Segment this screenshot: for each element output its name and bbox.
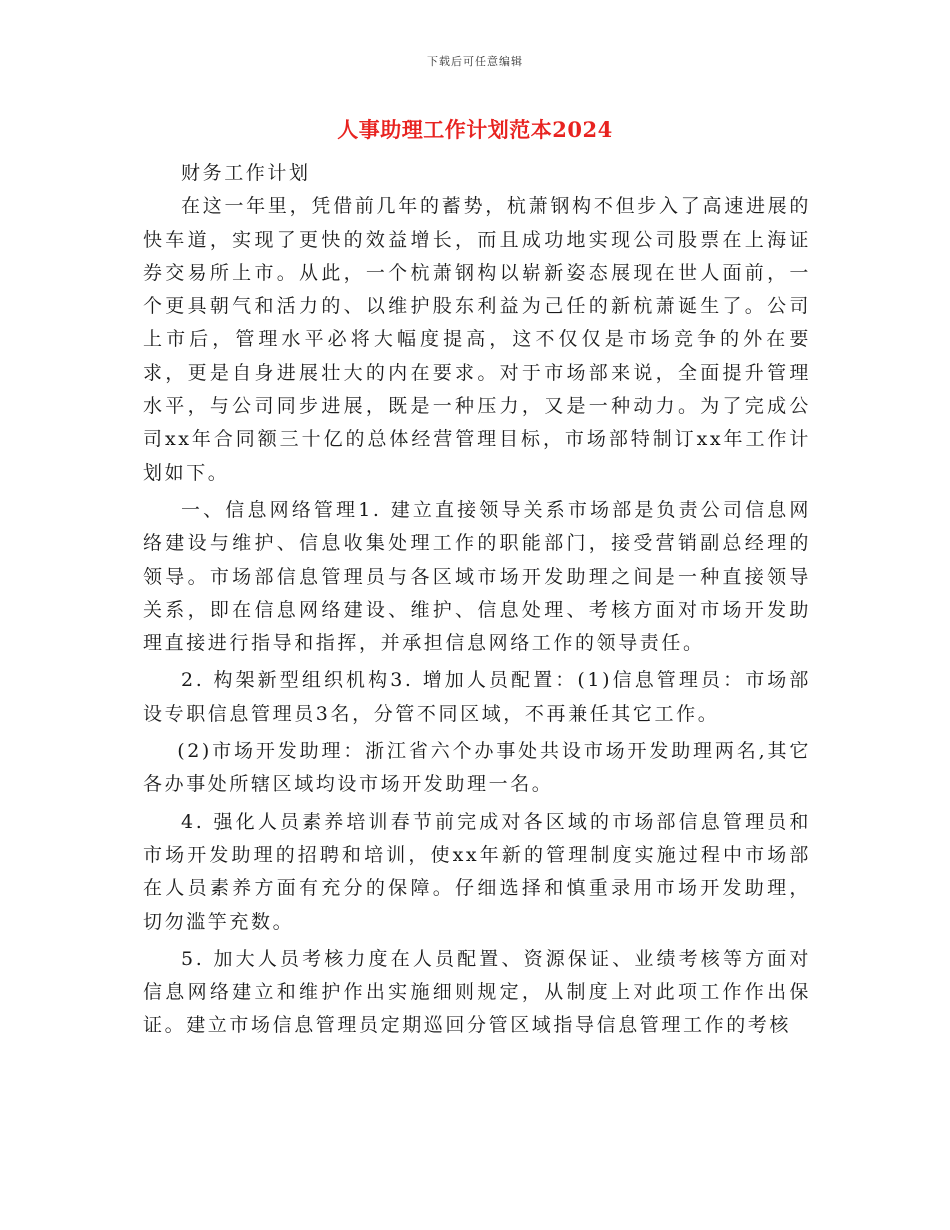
document-title: 人事助理工作计划范本2024 <box>337 117 613 142</box>
section-label: 财务工作计划 <box>181 162 311 184</box>
paragraph-market-assistant: (2)市场开发助理：浙江省六个办事处共设市场开发助理两名,其它各办事处所辖区域均设市场开发助理一名。 <box>143 740 811 796</box>
page-header-note: 下载后可任意编辑 <box>427 55 523 68</box>
paragraph-training: 4. 强化人员素养培训春节前完成对各区域的市场部信息管理员和市场开发助理的招聘和培训，使xx年新的管理制度实施过程中市场部在人员素养方面有充分的保障。仔细选择和慎重录用市场开发助理，切勿滥竽充数。 <box>143 810 811 933</box>
document-body <box>143 157 811 1043</box>
paragraph-info-network: 一、信息网络管理1. 建立直接领导关系市场部是负责公司信息网络建设与维护、信息收集处理工作的职能部门，接受营销副总经理的领导。市场部信息管理员与各区域市场开发助理之间是一种直接领导关系，即在信息网络建设、维护、信息处理、考核方面对市场开发助理直接进行指导和指挥，并承担信息网络工作的领导责任。 <box>143 498 811 655</box>
paragraph-org-structure: 2. 构架新型组织机构3. 增加人员配置：(1)信息管理员：市场部设专职信息管理员3名，分管不同区域，不再兼任其它工作。 <box>143 669 811 725</box>
paragraph-intro: 在这一年里，凭借前几年的蓄势，杭萧钢构不但步入了高速进展的快车道，实现了更快的效益增长，而且成功地实现公司股票在上海证券交易所上市。从此，一个杭萧钢构以崭新姿态展现在世人面前，一个更具朝气和活力的、以维护股东利益为己任的新杭萧诞生了。公司上市后，管理水平必将大幅度提高，这不仅仅是市场竞争的外在要求，更是自身进展壮大的内在要求。对于市场部来说，全面提升管理水平，与公司同步进展，既是一种压力，又是一种动力。为了完成公司xx年合同额三十亿的总体经营管理目标，市场部特制订xx年工作计划如下。 <box>143 195 811 484</box>
paragraph-assessment: 5. 加大人员考核力度在人员配置、资源保证、业绩考核等方面对信息网络建立和维护作出实施细则规定，从制度上对此项工作作出保证。建立市场信息管理员定期巡回分管区域指导信息管理工作的考核 <box>143 947 811 1037</box>
